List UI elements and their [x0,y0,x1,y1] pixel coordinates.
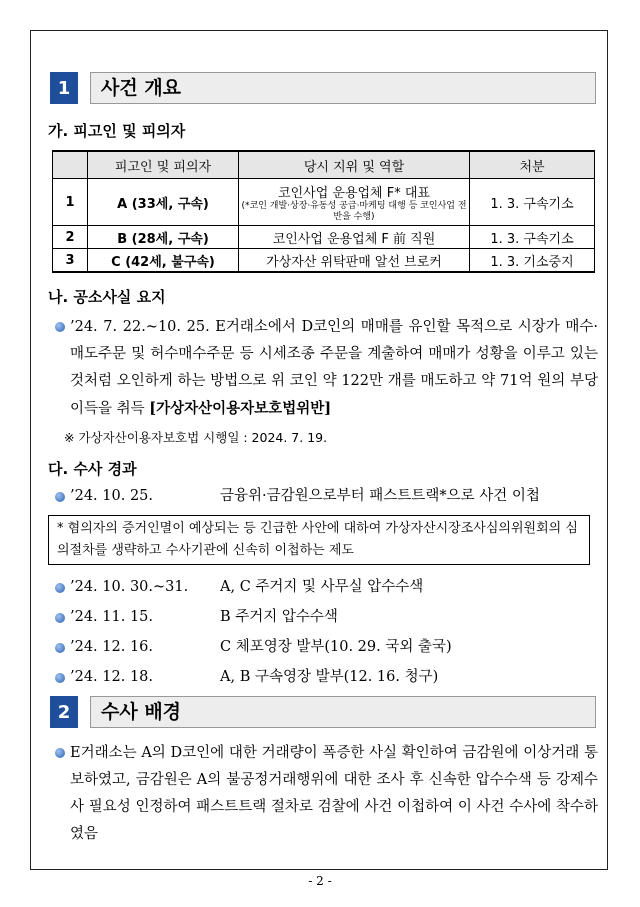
table-header-cell: 피고인 및 피의자 [88,151,239,179]
row-role [239,179,470,226]
table-header-cell [53,151,88,179]
facts-law: [가상자산이용자보호법위반] [149,400,332,417]
row-disposition: 1. 3. 기소중지 [470,249,595,273]
facts-paragraph [70,314,598,423]
row-disposition: 1. 3. 구속기소 [470,179,595,226]
section-1-title: 사건 개요 [90,72,596,104]
defendants-table [52,150,595,273]
table-row [53,249,595,273]
bullet-icon [55,643,65,653]
row-person: A (33세, 구속) [88,179,239,226]
row-person: C (42세, 불구속) [88,249,239,273]
section-1-number: 1 [50,72,78,104]
bullet-icon [55,613,65,623]
fasttrack-note-box: * 혐의자의 증거인멸이 예상되는 등 긴급한 사안에 대하여 가상자산시장조사심의위원회의 심의절차를 생략하고 수사기관에 신속히 이첩하는 제도 [48,515,590,565]
timeline-event: A, C 주거지 및 사무실 압수수색 [220,579,424,595]
timeline-event: 금융위·금감원으로부터 패스트트랙*으로 사건 이첩 [220,488,540,504]
row-disposition: 1. 3. 구속기소 [470,226,595,249]
timeline-date: ’24. 12. 16. [70,639,154,655]
bullet-icon [55,322,65,332]
section-2-number: 2 [50,696,78,728]
subheading-facts: 나. 공소사실 요지 [48,288,166,306]
bullet-icon [55,748,65,758]
row-role: 가상자산 위탁판매 알선 브로커 [239,249,470,273]
section-2-title: 수사 배경 [90,696,596,728]
table-header-cell: 처분 [470,151,595,179]
table-row [53,226,595,249]
row-role: 코인사업 운용업체 F 前 직원 [239,226,470,249]
table-row [53,179,595,226]
role-text: 코인사업 운용업체 F* 대표 [278,185,430,201]
page-number: - 2 - [308,874,332,888]
table-header-cell: 당시 지위 및 역할 [239,151,470,179]
role-note: (*코인 개발·상장·유동성 공급·마케팅 대행 등 코인사업 전반을 수행) [241,200,467,222]
timeline-event: A, B 구속영장 발부(12. 16. 청구) [220,669,439,685]
row-number: 3 [53,249,88,273]
timeline-event: C 체포영장 발부(10. 29. 국외 출국) [220,639,452,655]
bullet-icon [55,673,65,683]
subheading-defendants: 가. 피고인 및 피의자 [48,122,186,140]
row-person: B (28세, 구속) [88,226,239,249]
timeline-event: B 주거지 압수수색 [220,609,338,625]
timeline-date: ’24. 11. 15. [70,609,154,625]
background-paragraph: E거래소는 A의 D코인에 대한 거래량이 폭증한 사실 확인하여 금감원에 이상거래 통보하였고, 금감원은 A의 불공정거래행위에 대한 조사 후 신속한 압수수색 등 강제수사 필요성 인정하여 패스트트랙 절차로 검찰에 사건 이첩하여 이 사건 수사에 착수하였음 [70,745,598,842]
timeline-date: ’24. 10. 30.~31. [70,579,189,595]
facts-text: ’24. 7. 22.~10. 25. E거래소에서 D코인의 매매를 유인할 목적으로 시장가 매수·매도주문 및 허수매수주문 등 시세조종 주문을 계출하여 매매가 성황을 이루고 있는 것처럼 오인하게 하는 방법으로 위 코인 약 122만 개를 매도하고 약 71억 원의 부당이득을 취득 [70,319,598,417]
table-header-row [53,151,595,179]
facts-note: ※ 가상자산이용자보호법 시행일 : 2024. 7. 19. [64,430,328,445]
row-number: 2 [53,226,88,249]
bullet-icon [55,492,65,502]
timeline-date: ’24. 12. 18. [70,669,154,685]
bullet-icon [55,583,65,593]
row-number: 1 [53,179,88,226]
timeline-date: ’24. 10. 25. [70,488,154,504]
subheading-progress: 다. 수사 경과 [48,460,137,478]
